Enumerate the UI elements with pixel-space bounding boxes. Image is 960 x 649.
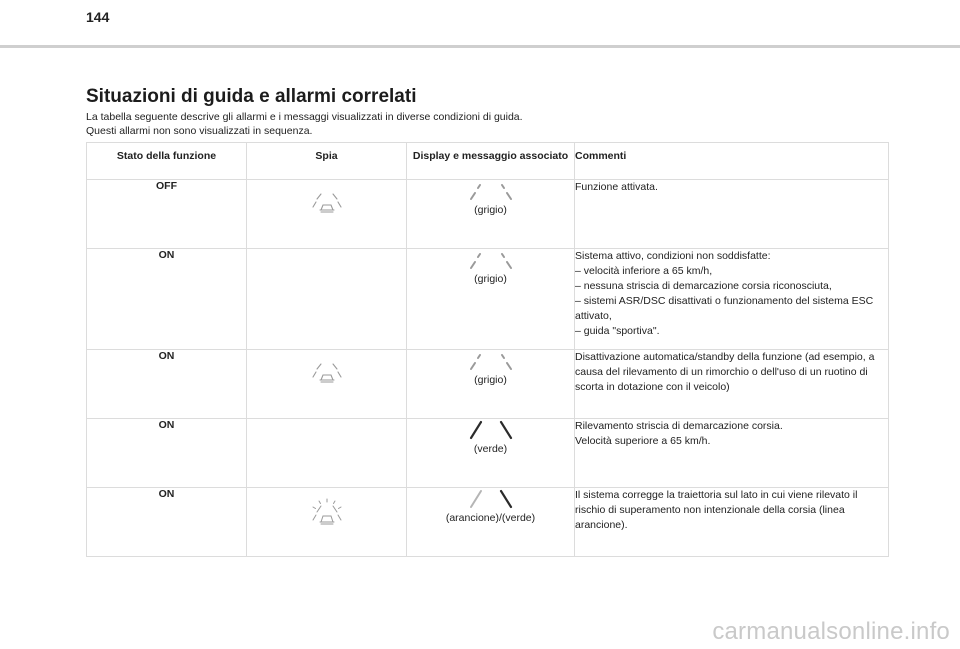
comment-cell	[575, 180, 889, 249]
comment-line: Sistema attivo, condizioni non soddisfatte:	[575, 250, 771, 262]
comment-line: Disattivazione automatica/standby della funzione (ad esempio, a causa del rilevamento di un rimorchio o dell'uso di un ruotino di scorta in dotazione con il veicolo)	[575, 351, 875, 393]
driving-situations-table	[86, 142, 889, 557]
state-cell: ON	[87, 249, 247, 350]
header-spia: Spia	[247, 143, 407, 180]
comment-cell	[575, 488, 889, 557]
comment-line: Velocità superiore a 65 km/h.	[575, 435, 711, 447]
watermark: carmanualsonline.info	[712, 618, 950, 645]
page-title: Situazioni di guida e allarmi correlati	[86, 86, 417, 107]
table-row	[87, 249, 889, 350]
header-state: Stato della funzione	[87, 143, 247, 180]
display-cell	[407, 249, 575, 350]
header-display: Display e messaggio associato	[407, 143, 575, 180]
spia-cell	[247, 180, 407, 249]
state-cell: ON	[87, 488, 247, 557]
spia-cell	[247, 419, 407, 488]
intro-line: La tabella seguente descrive gli allarmi e i messaggi visualizzati in diverse condizioni di guida.	[86, 111, 523, 123]
intro-line: Questi allarmi non sono visualizzati in sequenza.	[86, 125, 313, 137]
spia-cell	[247, 350, 407, 419]
display-caption: (verde)	[473, 443, 508, 455]
header-comments: Commenti	[575, 143, 889, 180]
display-cell	[407, 419, 575, 488]
lane-lines-grey-icon	[463, 350, 519, 372]
comment-line: – guida "sportiva".	[575, 325, 660, 337]
table-row	[87, 350, 889, 419]
state-cell: ON	[87, 419, 247, 488]
comment-line: – velocità inferiore a 65 km/h,	[575, 265, 713, 277]
comment-cell	[575, 249, 889, 350]
comment-line: – sistemi ASR/DSC disattivati o funzionamento del sistema ESC attivato,	[575, 295, 874, 322]
spia-cell	[247, 249, 407, 350]
header-rule	[0, 45, 960, 48]
lane-keeping-active-icon	[310, 498, 344, 528]
intro-text	[86, 110, 866, 138]
display-cell	[407, 488, 575, 557]
comment-line: Rilevamento striscia di demarcazione corsia.	[575, 420, 783, 432]
table-row	[87, 180, 889, 249]
table-header-row	[87, 143, 889, 180]
comment-cell	[575, 419, 889, 488]
display-caption: (grigio)	[474, 204, 507, 216]
page-number: 144	[86, 9, 110, 25]
state-cell: ON	[87, 350, 247, 419]
table-row	[87, 419, 889, 488]
table-row	[87, 488, 889, 557]
lane-keeping-warning-icon	[312, 360, 342, 388]
spia-cell	[247, 488, 407, 557]
lane-lines-grey-icon	[463, 180, 519, 202]
comment-cell	[575, 350, 889, 419]
display-caption: (grigio)	[474, 374, 507, 386]
display-caption: (arancione)/(verde)	[445, 512, 536, 524]
comment-line: Il sistema corregge la traiettoria sul lato in cui viene rilevato il rischio di superamento non intenzionale della corsia (linea arancione).	[575, 489, 858, 531]
comment-line: Funzione attivata.	[575, 181, 658, 193]
comment-line: – nessuna striscia di demarcazione corsia riconosciuta,	[575, 280, 832, 292]
state-cell: OFF	[87, 180, 247, 249]
display-cell	[407, 350, 575, 419]
lane-lines-grey-icon	[463, 249, 519, 271]
display-cell	[407, 180, 575, 249]
lane-keeping-warning-icon	[312, 190, 342, 218]
lane-lines-green-icon	[463, 419, 519, 441]
display-caption: (grigio)	[474, 273, 507, 285]
lane-lines-orange-green-icon	[463, 488, 519, 510]
